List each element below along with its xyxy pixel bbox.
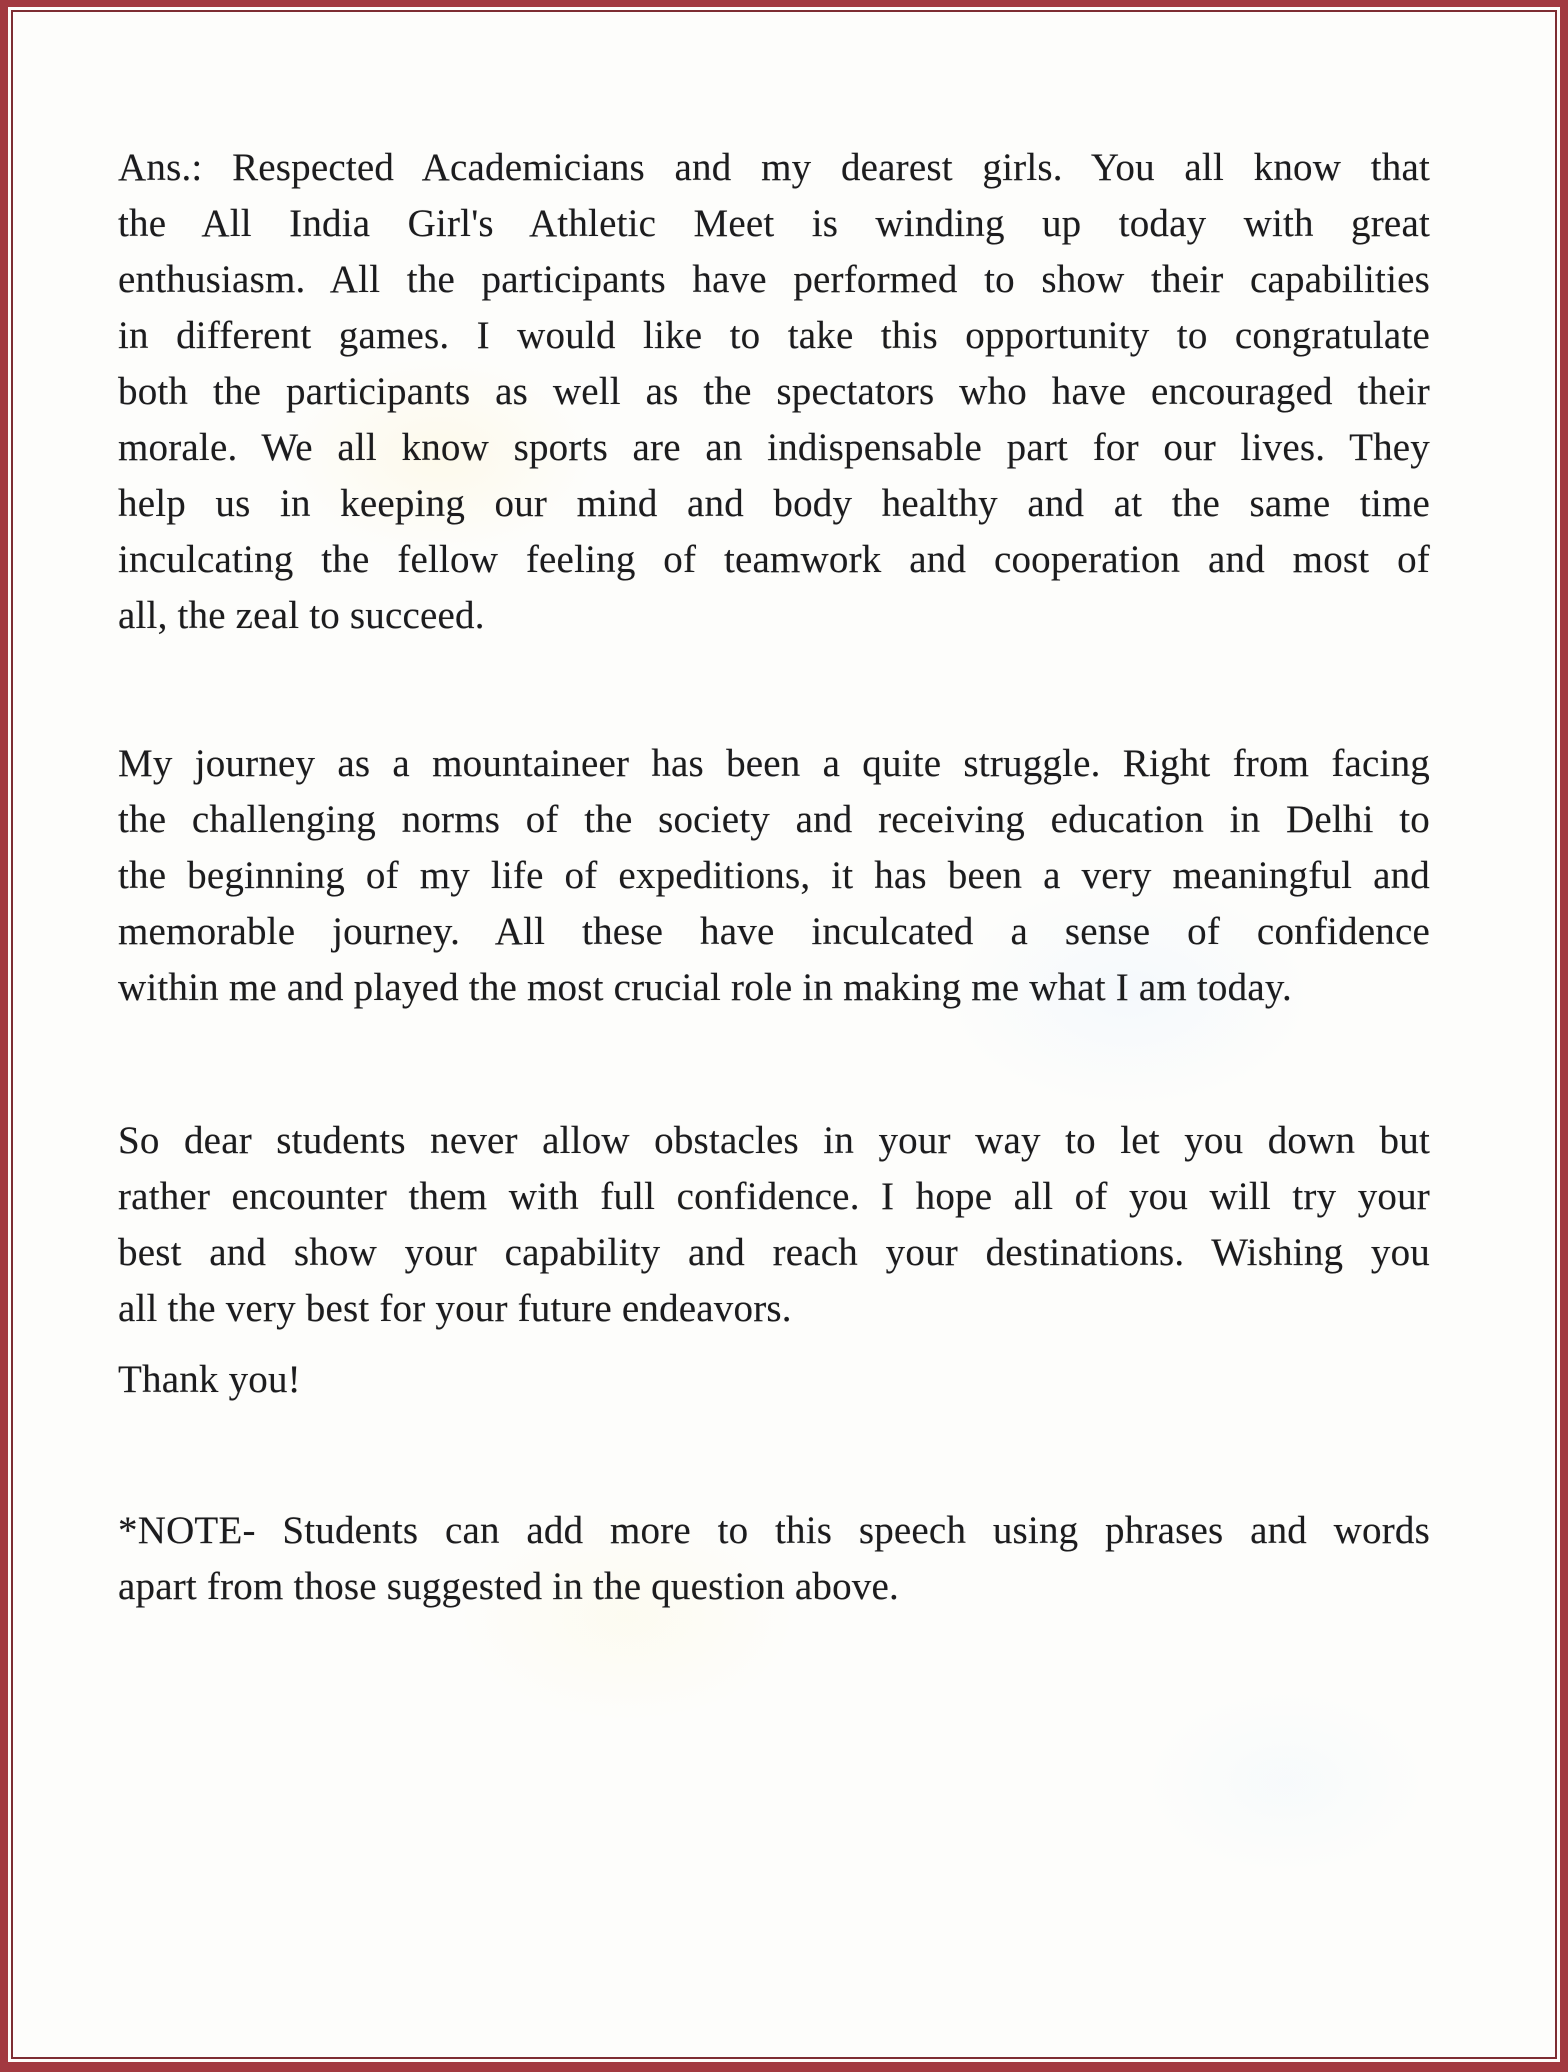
text-line: morale. We all know sports are an indispensable part for our lives. They — [118, 426, 1430, 469]
text-line: within me and played the most crucial role in making me what I am today. — [118, 966, 1292, 1009]
text-line: memorable journey. All these have inculcated a sense of confidence — [118, 910, 1430, 953]
advice-paragraph — [118, 1113, 1430, 1337]
text-line: Ans.: Respected Academicians and my dearest girls. You all know that — [118, 146, 1430, 189]
text-line: *NOTE- Students can add more to this speech using phrases and words — [118, 1509, 1430, 1552]
text-line: the All India Girl's Athletic Meet is winding up today with great — [118, 202, 1430, 245]
text-line: enthusiasm. All the participants have performed to show their capabilities — [118, 258, 1430, 301]
text-line: So dear students never allow obstacles in your way to let you down but — [118, 1119, 1430, 1162]
text-line: in different games. I would like to take this opportunity to congratulate — [118, 314, 1430, 357]
text-line: all, the zeal to succeed. — [118, 594, 485, 637]
speech-greeting-paragraph — [118, 140, 1430, 644]
text-line: best and show your capability and reach your destinations. Wishing you — [118, 1231, 1430, 1274]
journey-paragraph — [118, 736, 1430, 1016]
text-line: help us in keeping our mind and body healthy and at the same time — [118, 482, 1430, 525]
text-line: the challenging norms of the society and receiving education in Delhi to — [118, 798, 1430, 841]
text-line: inculcating the fellow feeling of teamwork and cooperation and most of — [118, 538, 1430, 581]
note-paragraph — [118, 1503, 1430, 1615]
text-line: My journey as a mountaineer has been a quite struggle. Right from facing — [118, 742, 1430, 785]
text-line: apart from those suggested in the question above. — [118, 1565, 899, 1608]
document-body — [118, 140, 1430, 1615]
text-line: Thank you! — [118, 1358, 301, 1401]
text-line: both the participants as well as the spectators who have encouraged their — [118, 370, 1430, 413]
thank-you-line — [118, 1352, 1430, 1408]
text-line: rather encounter them with full confidence. I hope all of you will try your — [118, 1175, 1430, 1218]
text-line: the beginning of my life of expeditions, it has been a very meaningful and — [118, 854, 1430, 897]
text-line: all the very best for your future endeavors. — [118, 1287, 792, 1330]
